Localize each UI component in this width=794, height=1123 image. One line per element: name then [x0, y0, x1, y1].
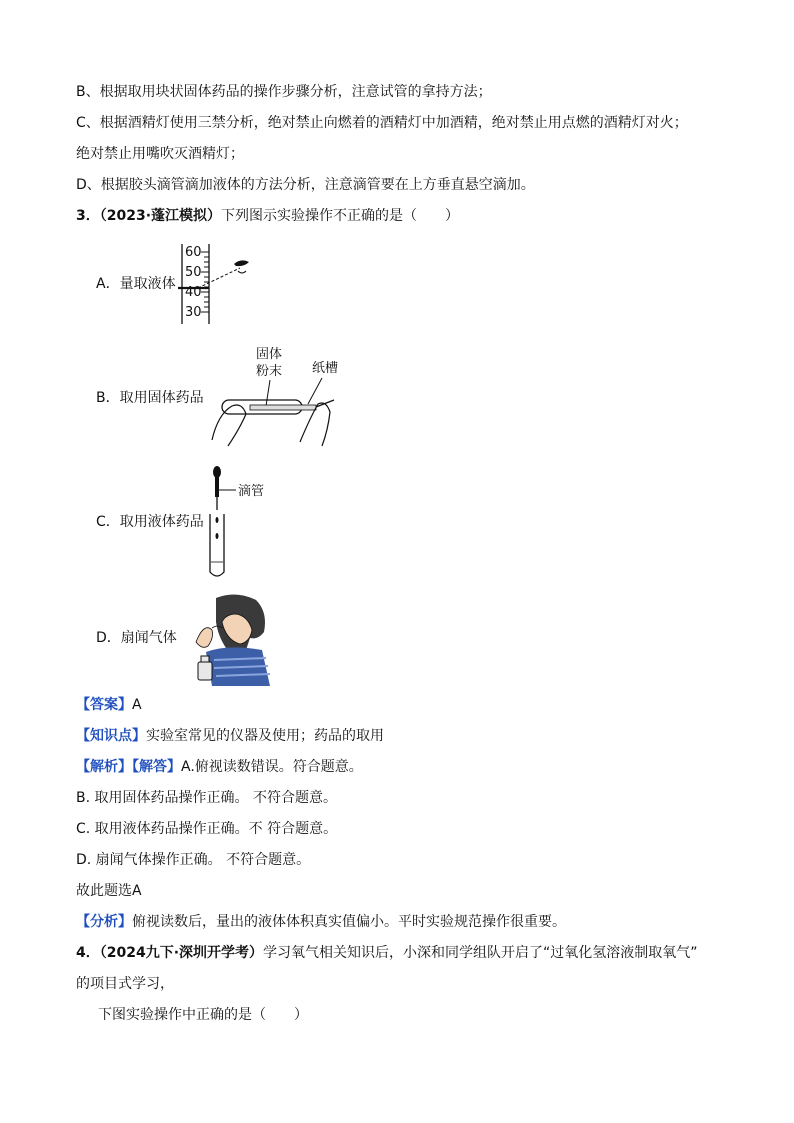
- question-stem: 下列图示实验操作不正确的是（ ）: [221, 208, 460, 224]
- question-number: 4．: [76, 945, 100, 961]
- fenxi-tag: 【分析】: [76, 914, 132, 930]
- answer-line: [76, 695, 142, 715]
- fenxi-line: [76, 912, 566, 932]
- question-number: 3．: [76, 208, 100, 224]
- answer-value: A: [132, 697, 142, 713]
- analysis-d: D. 扇闻气体操作正确。 不符合题意。: [76, 852, 311, 868]
- knowledge-text: 实验室常见的仪器及使用；药品的取用: [146, 728, 384, 744]
- analysis-b: B. 取用固体药品操作正确。 不符合题意。: [76, 790, 337, 806]
- figure-solid-powder: [210, 342, 340, 448]
- hand-icon: [196, 628, 213, 648]
- eye-icon: [234, 260, 249, 266]
- question-source: （2024九下·深圳开学考）: [99, 945, 264, 961]
- knowledge-line: [76, 726, 384, 746]
- option-b-label: B．取用固体药品: [96, 390, 204, 406]
- label-powder: 粉末: [256, 364, 283, 379]
- tick-label: 50: [185, 265, 202, 280]
- analysis-line: [76, 757, 363, 777]
- option-c-label: C．取用液体药品: [96, 514, 204, 530]
- question-4-stem-3: 下图实验操作中正确的是（ ）: [98, 1007, 308, 1023]
- label-solid: 固体: [256, 347, 283, 362]
- question-stem: 学习氧气相关知识后，小深和同学组队开启了“过氧化氢溶液制取氧气”: [263, 945, 698, 961]
- analysis-tag: 【解析】【解答】: [76, 759, 181, 775]
- analysis-a: A.俯视读数错误。符合题意。: [181, 759, 363, 775]
- knowledge-tag: 【知识点】: [76, 728, 146, 744]
- question-4-stem-2: 的项目式学习，: [76, 976, 174, 992]
- question-4-header: [76, 943, 698, 963]
- hint-d: D、根据胶头滴管滴加液体的方法分析，注意滴管要在上方垂直悬空滴加。: [76, 177, 535, 193]
- figure-cylinder-reading: [178, 244, 258, 326]
- fenxi-text: 俯视读数后，量出的液体体积真实值偏小。平时实验规范操作很重要。: [132, 914, 566, 930]
- answer-tag: 【答案】: [76, 697, 132, 713]
- conclusion: 故此题选A: [76, 883, 142, 899]
- option-d-label: D．扇闻气体: [96, 630, 177, 646]
- tick-label: 40: [185, 285, 202, 300]
- question-source: （2023·蓬江模拟）: [99, 208, 222, 224]
- question-3-header: [76, 206, 459, 226]
- option-a-label: A．量取液体: [96, 276, 176, 292]
- dropper-bulb-icon: [213, 466, 221, 478]
- figure-wafting-gas: [192, 592, 274, 686]
- hint-c-1: C、根据酒精灯使用三禁分析，绝对禁止向燃着的酒精灯中加酒精，绝对禁止用点燃的酒精灯对火；: [76, 115, 688, 131]
- label-dropper: 滴管: [238, 484, 265, 499]
- hint-c-2: 绝对禁止用嘴吹灭酒精灯；: [76, 146, 244, 162]
- hint-b: B、根据取用块状固体药品的操作步骤分析，注意试管的拿持方法；: [76, 84, 492, 100]
- figure-dropper: [204, 464, 274, 582]
- tick-label: 30: [185, 305, 202, 320]
- label-paper-trough: 纸槽: [312, 361, 339, 376]
- analysis-c: C. 取用液体药品操作正确。不 符合题意。: [76, 821, 338, 837]
- tick-label: 60: [185, 245, 202, 260]
